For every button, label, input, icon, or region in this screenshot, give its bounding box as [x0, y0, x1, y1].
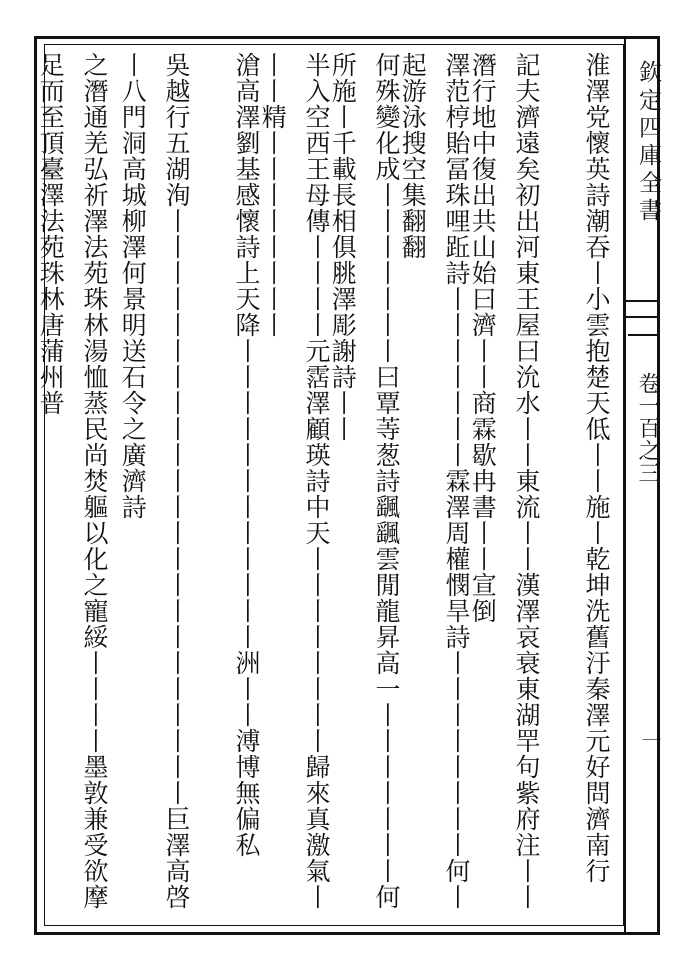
text-column: 半入空西王母傳丨丨丨丨元霑澤顧瑛詩中天丨丨丨丨丨丨丨丨歸來真激氣丨丨丨精丨丨丨丨丨丨丨丨 — [258, 52, 331, 910]
book-title: 欽定四庫全書 — [635, 60, 661, 226]
text-column: 吳越行五湖洵丨丨丨丨丨丨丨丨丨丨丨丨丨丨丨丨丨丨丨丨丨丨丨巨澤高啓丨八門洞高城柳澤何景明送石令之廣濟詩 — [118, 52, 191, 910]
text-column: 記夫濟遠矣初出河東王屋曰沇水丨丨東流丨丨漢澤哀衰東湖䍐句紫府注丨丨潛行地中復出共山始曰濟丨丨商霖歇冉書丨丨宣倒 — [468, 52, 541, 910]
text-column: 何殊變化成丨丨丨丨丨丨丨曰覃䓁葱詩颻颻雲閒龍昇高一丨丨丨丨丨丨丨何所施丨千載長相俱脁澤彫謝詩丨丨 — [328, 52, 401, 910]
page-number: 一 — [638, 730, 662, 750]
text-column: 滄高澤劉基感懷詩上天降丨丨丨丨丨丨丨丨丨丨丨丨洲丨丨溥博無偏私 — [232, 52, 261, 858]
volume-label: 卷一百之三 — [635, 372, 660, 485]
text-column: 淮澤党懷英詩潮吞丨小雲抱楚天低丨丨施丨乾坤洗舊汙秦澤元好問濟南行 — [582, 52, 611, 884]
fishtail-ornament-line — [628, 334, 658, 336]
text-column: 澤范梈貽冨珠哩䟬詩丨丨丨丨丨丨丨霖澤周權憫旱詩丨丨丨丨丨丨丨丨何丨起游泳搜空集翻翻 — [398, 52, 471, 910]
text-column: 之潛通羌弘祈澤法苑珠林湯恤蒸民尚焚軀以化之寵綏丨丨丨丨墨敦兼受欲摩足而至頂臺澤法苑珠林唐蒲州普 — [36, 52, 109, 910]
fishtail-ornament — [626, 300, 660, 318]
